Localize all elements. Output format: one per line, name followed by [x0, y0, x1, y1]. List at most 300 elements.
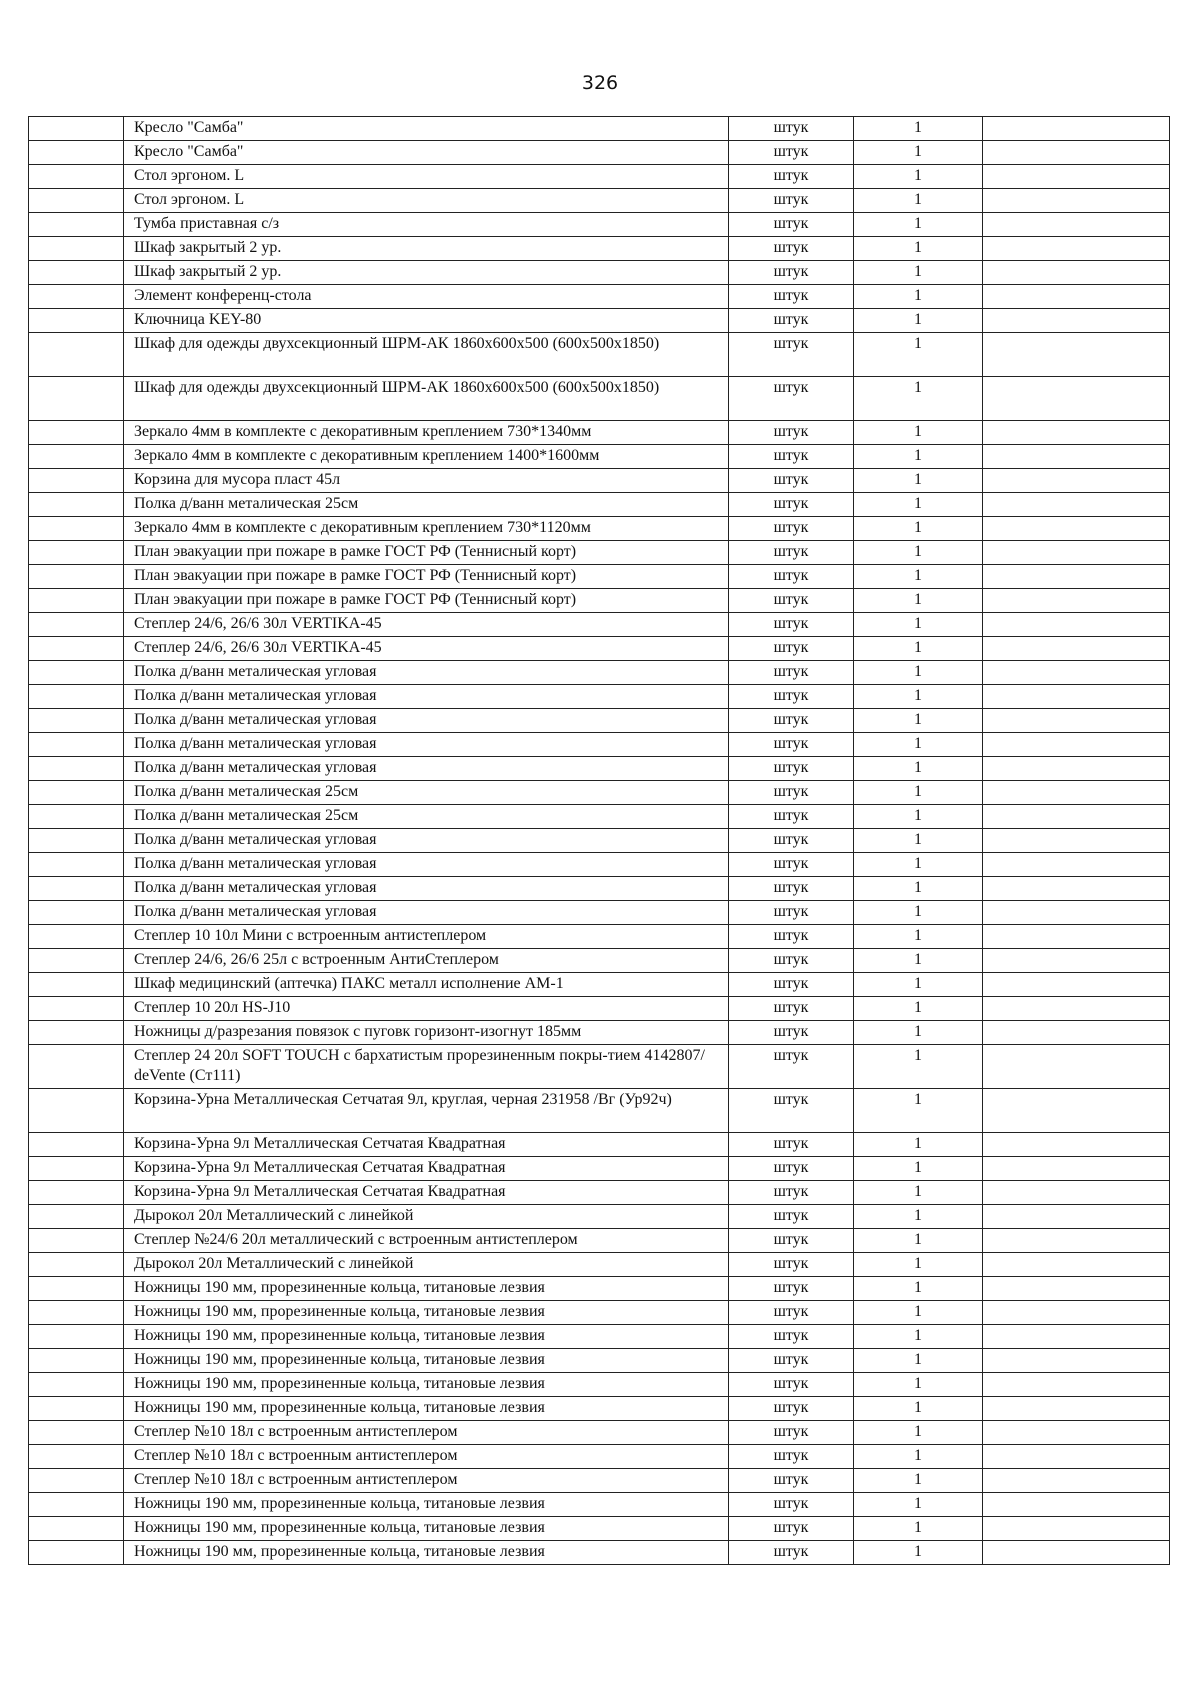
quantity-cell: 1 — [854, 757, 983, 781]
table-row — [29, 1045, 1170, 1089]
row-number-cell — [29, 733, 124, 757]
note-cell — [983, 901, 1170, 925]
item-name-cell: Полка д/ванн металическая 25см — [124, 781, 729, 805]
row-number-cell — [29, 1205, 124, 1229]
note-cell — [983, 237, 1170, 261]
table-row — [29, 1349, 1170, 1373]
row-number-cell — [29, 589, 124, 613]
item-name-cell: Степлер №10 18л с встроенным антистеплером — [124, 1445, 729, 1469]
unit-cell: штук — [729, 805, 854, 829]
row-number-cell — [29, 1253, 124, 1277]
quantity-cell: 1 — [854, 709, 983, 733]
note-cell — [983, 949, 1170, 973]
unit-cell: штук — [729, 1325, 854, 1349]
note-cell — [983, 1277, 1170, 1301]
quantity-cell: 1 — [854, 637, 983, 661]
quantity-cell: 1 — [854, 261, 983, 285]
item-name-cell: Ножницы 190 мм, прорезиненные кольца, титановые лезвия — [124, 1373, 729, 1397]
item-name-cell: Зеркало 4мм в комплекте с декоративным креплением 1400*1600мм — [124, 445, 729, 469]
unit-cell: штук — [729, 1373, 854, 1397]
table-row — [29, 1229, 1170, 1253]
note-cell — [983, 1133, 1170, 1157]
row-number-cell — [29, 685, 124, 709]
row-number-cell — [29, 565, 124, 589]
note-cell — [983, 1445, 1170, 1469]
item-name-cell: Степлер №10 18л с встроенным антистеплером — [124, 1421, 729, 1445]
table-row — [29, 925, 1170, 949]
table-row — [29, 1445, 1170, 1469]
quantity-cell: 1 — [854, 1133, 983, 1157]
item-name-cell: Кресло "Самба" — [124, 141, 729, 165]
unit-cell: штук — [729, 589, 854, 613]
note-cell — [983, 589, 1170, 613]
inventory-table-body — [29, 117, 1170, 1565]
table-row — [29, 445, 1170, 469]
item-name-cell: Шкаф для одежды двухсекционный ШРМ-АК 1860х600х500 (600х500х1850) — [124, 377, 729, 421]
unit-cell: штук — [729, 877, 854, 901]
table-row — [29, 1325, 1170, 1349]
quantity-cell: 1 — [854, 1277, 983, 1301]
table-row — [29, 1205, 1170, 1229]
table-row — [29, 1421, 1170, 1445]
unit-cell: штук — [729, 141, 854, 165]
table-row — [29, 661, 1170, 685]
row-number-cell — [29, 1397, 124, 1421]
unit-cell: штук — [729, 117, 854, 141]
unit-cell: штук — [729, 213, 854, 237]
unit-cell: штук — [729, 1397, 854, 1421]
item-name-cell: Ножницы 190 мм, прорезиненные кольца, титановые лезвия — [124, 1517, 729, 1541]
note-cell — [983, 565, 1170, 589]
unit-cell: штук — [729, 1089, 854, 1133]
item-name-cell: Стол эргоном. L — [124, 165, 729, 189]
quantity-cell: 1 — [854, 309, 983, 333]
quantity-cell: 1 — [854, 1373, 983, 1397]
note-cell — [983, 1301, 1170, 1325]
item-name-cell: Полка д/ванн металическая угловая — [124, 661, 729, 685]
table-row — [29, 1157, 1170, 1181]
item-name-cell: Ножницы д/разрезания повязок с пуговк горизонт-изогнут 185мм — [124, 1021, 729, 1045]
note-cell — [983, 493, 1170, 517]
item-name-cell: Степлер №10 18л с встроенным антистеплером — [124, 1469, 729, 1493]
row-number-cell — [29, 1301, 124, 1325]
item-name-cell: Корзина для мусора пласт 45л — [124, 469, 729, 493]
row-number-cell — [29, 1277, 124, 1301]
row-number-cell — [29, 165, 124, 189]
item-name-cell: Степлер 10 10л Мини с встроенным антистеплером — [124, 925, 729, 949]
table-row — [29, 949, 1170, 973]
table-row — [29, 1493, 1170, 1517]
item-name-cell: Степлер 24/6, 26/6 30л VERTIKA-45 — [124, 613, 729, 637]
note-cell — [983, 1253, 1170, 1277]
note-cell — [983, 877, 1170, 901]
note-cell — [983, 165, 1170, 189]
table-row — [29, 1301, 1170, 1325]
unit-cell: штук — [729, 1469, 854, 1493]
unit-cell: штук — [729, 1277, 854, 1301]
row-number-cell — [29, 925, 124, 949]
table-row — [29, 421, 1170, 445]
table-row — [29, 781, 1170, 805]
unit-cell: штук — [729, 1445, 854, 1469]
unit-cell: штук — [729, 685, 854, 709]
row-number-cell — [29, 445, 124, 469]
note-cell — [983, 685, 1170, 709]
row-number-cell — [29, 829, 124, 853]
note-cell — [983, 1493, 1170, 1517]
row-number-cell — [29, 517, 124, 541]
quantity-cell: 1 — [854, 1493, 983, 1517]
unit-cell: штук — [729, 421, 854, 445]
table-row — [29, 285, 1170, 309]
quantity-cell: 1 — [854, 1349, 983, 1373]
note-cell — [983, 829, 1170, 853]
quantity-cell: 1 — [854, 685, 983, 709]
quantity-cell: 1 — [854, 165, 983, 189]
note-cell — [983, 469, 1170, 493]
unit-cell: штук — [729, 709, 854, 733]
item-name-cell: Ножницы 190 мм, прорезиненные кольца, титановые лезвия — [124, 1301, 729, 1325]
quantity-cell: 1 — [854, 333, 983, 377]
item-name-cell: Шкаф для одежды двухсекционный ШРМ-АК 1860х600х500 (600х500х1850) — [124, 333, 729, 377]
row-number-cell — [29, 1445, 124, 1469]
item-name-cell: Корзина-Урна 9л Металлическая Сетчатая Квадратная — [124, 1181, 729, 1205]
row-number-cell — [29, 469, 124, 493]
row-number-cell — [29, 189, 124, 213]
table-row — [29, 685, 1170, 709]
table-row — [29, 997, 1170, 1021]
note-cell — [983, 333, 1170, 377]
quantity-cell: 1 — [854, 1421, 983, 1445]
note-cell — [983, 1205, 1170, 1229]
inventory-table — [28, 116, 1170, 1565]
quantity-cell: 1 — [854, 1397, 983, 1421]
item-name-cell: Тумба приставная с/з — [124, 213, 729, 237]
unit-cell: штук — [729, 1493, 854, 1517]
item-name-cell: Элемент конференц-стола — [124, 285, 729, 309]
table-row — [29, 613, 1170, 637]
quantity-cell: 1 — [854, 1301, 983, 1325]
item-name-cell: Стол эргоном. L — [124, 189, 729, 213]
quantity-cell: 1 — [854, 1445, 983, 1469]
unit-cell: штук — [729, 189, 854, 213]
unit-cell: штук — [729, 445, 854, 469]
unit-cell: штук — [729, 237, 854, 261]
table-row — [29, 1469, 1170, 1493]
table-row — [29, 1133, 1170, 1157]
quantity-cell: 1 — [854, 973, 983, 997]
row-number-cell — [29, 805, 124, 829]
row-number-cell — [29, 333, 124, 377]
quantity-cell: 1 — [854, 997, 983, 1021]
quantity-cell: 1 — [854, 377, 983, 421]
row-number-cell — [29, 637, 124, 661]
table-row — [29, 1089, 1170, 1133]
unit-cell: штук — [729, 1229, 854, 1253]
item-name-cell: Ключница KEY-80 — [124, 309, 729, 333]
note-cell — [983, 517, 1170, 541]
unit-cell: штук — [729, 757, 854, 781]
quantity-cell: 1 — [854, 1205, 983, 1229]
note-cell — [983, 117, 1170, 141]
row-number-cell — [29, 1089, 124, 1133]
row-number-cell — [29, 877, 124, 901]
table-row — [29, 973, 1170, 997]
unit-cell: штук — [729, 1421, 854, 1445]
row-number-cell — [29, 997, 124, 1021]
item-name-cell: Корзина-Урна 9л Металлическая Сетчатая Квадратная — [124, 1157, 729, 1181]
item-name-cell: Кресло "Самба" — [124, 117, 729, 141]
unit-cell: штук — [729, 1181, 854, 1205]
note-cell — [983, 661, 1170, 685]
note-cell — [983, 1045, 1170, 1089]
row-number-cell — [29, 261, 124, 285]
quantity-cell: 1 — [854, 901, 983, 925]
unit-cell: штук — [729, 309, 854, 333]
row-number-cell — [29, 781, 124, 805]
row-number-cell — [29, 1157, 124, 1181]
row-number-cell — [29, 541, 124, 565]
item-name-cell: Степлер 24/6, 26/6 30л VERTIKA-45 — [124, 637, 729, 661]
row-number-cell — [29, 1493, 124, 1517]
table-row — [29, 1373, 1170, 1397]
note-cell — [983, 541, 1170, 565]
unit-cell: штук — [729, 1253, 854, 1277]
table-row — [29, 829, 1170, 853]
note-cell — [983, 1517, 1170, 1541]
row-number-cell — [29, 309, 124, 333]
item-name-cell: Ножницы 190 мм, прорезиненные кольца, титановые лезвия — [124, 1397, 729, 1421]
unit-cell: штук — [729, 853, 854, 877]
row-number-cell — [29, 1325, 124, 1349]
unit-cell: штук — [729, 781, 854, 805]
page-number: 326 — [581, 72, 619, 94]
item-name-cell: Полка д/ванн металическая угловая — [124, 829, 729, 853]
table-row — [29, 261, 1170, 285]
row-number-cell — [29, 757, 124, 781]
unit-cell: штук — [729, 949, 854, 973]
row-number-cell — [29, 1045, 124, 1089]
table-row — [29, 1397, 1170, 1421]
unit-cell: штук — [729, 973, 854, 997]
row-number-cell — [29, 117, 124, 141]
table-row — [29, 589, 1170, 613]
quantity-cell: 1 — [854, 493, 983, 517]
quantity-cell: 1 — [854, 1253, 983, 1277]
unit-cell: штук — [729, 333, 854, 377]
quantity-cell: 1 — [854, 1157, 983, 1181]
row-number-cell — [29, 493, 124, 517]
item-name-cell: Корзина-Урна Металлическая Сетчатая 9л, круглая, черная 231958 /Вг (Ур92ч) — [124, 1089, 729, 1133]
quantity-cell: 1 — [854, 733, 983, 757]
quantity-cell: 1 — [854, 613, 983, 637]
unit-cell: штук — [729, 1205, 854, 1229]
table-row — [29, 1253, 1170, 1277]
unit-cell: штук — [729, 1349, 854, 1373]
row-number-cell — [29, 973, 124, 997]
table-row — [29, 213, 1170, 237]
quantity-cell: 1 — [854, 1517, 983, 1541]
table-row — [29, 493, 1170, 517]
table-row — [29, 709, 1170, 733]
note-cell — [983, 1349, 1170, 1373]
quantity-cell: 1 — [854, 1045, 983, 1089]
item-name-cell: Степлер №24/6 20л металлический с встроенным антистеплером — [124, 1229, 729, 1253]
table-row — [29, 901, 1170, 925]
item-name-cell: Полка д/ванн металическая угловая — [124, 733, 729, 757]
unit-cell: штук — [729, 1133, 854, 1157]
table-row — [29, 853, 1170, 877]
unit-cell: штук — [729, 541, 854, 565]
table-row — [29, 333, 1170, 377]
item-name-cell: Шкаф закрытый 2 ур. — [124, 237, 729, 261]
item-name-cell: Дырокол 20л Металлический с линейкой — [124, 1253, 729, 1277]
unit-cell: штук — [729, 493, 854, 517]
note-cell — [983, 1021, 1170, 1045]
unit-cell: штук — [729, 1541, 854, 1565]
unit-cell: штук — [729, 637, 854, 661]
note-cell — [983, 997, 1170, 1021]
note-cell — [983, 757, 1170, 781]
quantity-cell: 1 — [854, 445, 983, 469]
note-cell — [983, 853, 1170, 877]
item-name-cell: Полка д/ванн металическая 25см — [124, 493, 729, 517]
table-row — [29, 469, 1170, 493]
unit-cell: штук — [729, 1045, 854, 1089]
table-row — [29, 757, 1170, 781]
table-row — [29, 309, 1170, 333]
row-number-cell — [29, 1517, 124, 1541]
quantity-cell: 1 — [854, 805, 983, 829]
note-cell — [983, 613, 1170, 637]
quantity-cell: 1 — [854, 925, 983, 949]
quantity-cell: 1 — [854, 421, 983, 445]
quantity-cell: 1 — [854, 877, 983, 901]
unit-cell: штук — [729, 517, 854, 541]
quantity-cell: 1 — [854, 781, 983, 805]
unit-cell: штук — [729, 829, 854, 853]
table-row — [29, 637, 1170, 661]
quantity-cell: 1 — [854, 469, 983, 493]
row-number-cell — [29, 853, 124, 877]
quantity-cell: 1 — [854, 541, 983, 565]
note-cell — [983, 973, 1170, 997]
row-number-cell — [29, 901, 124, 925]
note-cell — [983, 1421, 1170, 1445]
unit-cell: штук — [729, 925, 854, 949]
row-number-cell — [29, 1421, 124, 1445]
table-row — [29, 1517, 1170, 1541]
item-name-cell: Дырокол 20л Металлический с линейкой — [124, 1205, 729, 1229]
note-cell — [983, 261, 1170, 285]
table-row — [29, 237, 1170, 261]
quantity-cell: 1 — [854, 117, 983, 141]
row-number-cell — [29, 1181, 124, 1205]
row-number-cell — [29, 1021, 124, 1045]
item-name-cell: Полка д/ванн металическая угловая — [124, 757, 729, 781]
note-cell — [983, 377, 1170, 421]
quantity-cell: 1 — [854, 589, 983, 613]
note-cell — [983, 925, 1170, 949]
note-cell — [983, 189, 1170, 213]
item-name-cell: Полка д/ванн металическая 25см — [124, 805, 729, 829]
quantity-cell: 1 — [854, 829, 983, 853]
note-cell — [983, 781, 1170, 805]
item-name-cell: Шкаф медицинский (аптечка) ПАКС металл исполнение АМ-1 — [124, 973, 729, 997]
note-cell — [983, 421, 1170, 445]
item-name-cell: Зеркало 4мм в комплекте с декоративным креплением 730*1120мм — [124, 517, 729, 541]
quantity-cell: 1 — [854, 1541, 983, 1565]
table-row — [29, 805, 1170, 829]
note-cell — [983, 1157, 1170, 1181]
unit-cell: штук — [729, 285, 854, 309]
item-name-cell: Ножницы 190 мм, прорезиненные кольца, титановые лезвия — [124, 1349, 729, 1373]
item-name-cell: Степлер 24 20л SOFT TOUCH с бархатистым прорезиненным покры-тием 4142807/ deVente (Ст111) — [124, 1045, 729, 1089]
note-cell — [983, 285, 1170, 309]
unit-cell: штук — [729, 901, 854, 925]
quantity-cell: 1 — [854, 853, 983, 877]
row-number-cell — [29, 709, 124, 733]
unit-cell: штук — [729, 377, 854, 421]
item-name-cell: Ножницы 190 мм, прорезиненные кольца, титановые лезвия — [124, 1541, 729, 1565]
quantity-cell: 1 — [854, 565, 983, 589]
table-row — [29, 1541, 1170, 1565]
item-name-cell: Ножницы 190 мм, прорезиненные кольца, титановые лезвия — [124, 1277, 729, 1301]
unit-cell: штук — [729, 661, 854, 685]
unit-cell: штук — [729, 613, 854, 637]
quantity-cell: 1 — [854, 1469, 983, 1493]
row-number-cell — [29, 949, 124, 973]
item-name-cell: Степлер 10 20л HS-J10 — [124, 997, 729, 1021]
note-cell — [983, 1541, 1170, 1565]
note-cell — [983, 1181, 1170, 1205]
row-number-cell — [29, 141, 124, 165]
quantity-cell: 1 — [854, 1089, 983, 1133]
quantity-cell: 1 — [854, 237, 983, 261]
row-number-cell — [29, 1229, 124, 1253]
table-row — [29, 1181, 1170, 1205]
quantity-cell: 1 — [854, 949, 983, 973]
row-number-cell — [29, 237, 124, 261]
unit-cell: штук — [729, 733, 854, 757]
item-name-cell: Зеркало 4мм в комплекте с декоративным креплением 730*1340мм — [124, 421, 729, 445]
note-cell — [983, 445, 1170, 469]
unit-cell: штук — [729, 469, 854, 493]
note-cell — [983, 1325, 1170, 1349]
item-name-cell: Ножницы 190 мм, прорезиненные кольца, титановые лезвия — [124, 1325, 729, 1349]
table-row — [29, 189, 1170, 213]
note-cell — [983, 141, 1170, 165]
row-number-cell — [29, 1373, 124, 1397]
item-name-cell: План эвакуации при пожаре в рамке ГОСТ РФ (Теннисный корт) — [124, 565, 729, 589]
table-row — [29, 117, 1170, 141]
row-number-cell — [29, 213, 124, 237]
table-row — [29, 877, 1170, 901]
note-cell — [983, 213, 1170, 237]
quantity-cell: 1 — [854, 213, 983, 237]
row-number-cell — [29, 285, 124, 309]
note-cell — [983, 637, 1170, 661]
note-cell — [983, 1229, 1170, 1253]
row-number-cell — [29, 1349, 124, 1373]
table-row — [29, 517, 1170, 541]
row-number-cell — [29, 1541, 124, 1565]
unit-cell: штук — [729, 1021, 854, 1045]
table-row — [29, 541, 1170, 565]
item-name-cell: Степлер 24/6, 26/6 25л с встроенным АнтиСтеплером — [124, 949, 729, 973]
quantity-cell: 1 — [854, 1229, 983, 1253]
quantity-cell: 1 — [854, 141, 983, 165]
